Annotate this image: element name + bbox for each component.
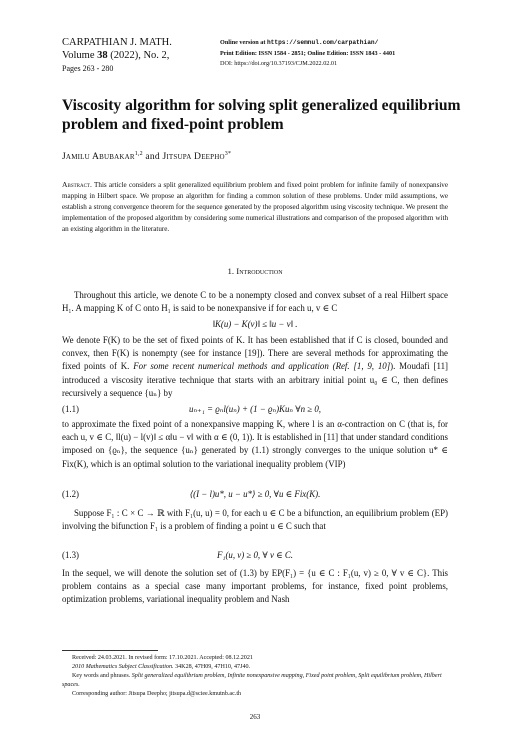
equation: ‖K(u) − K(v)‖ ≤ ‖u − v‖ .	[212, 319, 298, 329]
author-line: Jamilu Abubakar$^{1,2}$ and Jitsupa Deepho$^{3*}$	[62, 151, 232, 163]
paragraph: We denote F(K) to be the set of fixed points of K. It has been established that if C is closed, bounded and convex, then F(K) is nonempty (see for instance [19]). There are several methods for approximating the fixed points of K. For some recent numerical methods and application (Ref. [1, 9, 10]). Moudafi [11] introduced a viscosity iterative technique that starts with an arbitrary initial point u₀ ∈ C, then defines recursively a sequence {uₙ} by	[62, 335, 448, 398]
received-dates: Received: 24.03.2021. In revised form: 17.10.2021. Accepted: 08.12.2021	[72, 655, 253, 661]
equation-1-2: (1.2) ⟨(I − l)u*, u − u*⟩ ≥ 0, ∀u ∈ Fix(K).	[62, 489, 321, 499]
footnote-divider	[62, 650, 158, 651]
page-number: 263	[249, 713, 261, 721]
doi-link[interactable]: DOI: https://doi.org/10.37193/CJM.2022.02.01	[220, 60, 338, 67]
abstract	[62, 179, 448, 235]
paragraph: to approximate the fixed point of a nonexpansive mapping K, where l is an α-contraction on C (that is, for each u, v ∈ C, ‖l(u) − l(v)‖ ≤ α‖u − v‖ with α ∈ (0, 1)). It is established in [11] that under standard conditions imposed on {ϱₙ}, the sequence {uₙ} generated by (1.1) strongly converges to the unique solution u* ∈ Fix(K), which is an optimal solution to the variational inequality problem (VIP)	[62, 419, 448, 469]
abstract-text: This article considers a split generalized equilibrium problem and fixed point problem for infinite family of nonexpansive mapping in Hilbert space. We propose an algorithm for finding a common solution of these problems. Under mild assumptions, we establish a strong convergence theorem for the sequence generated by the proposed algorithm using viscosity technique. We present the implementation of the proposed algorithm by considering some numerical illustrations and comparison of the proposed algorithm with an existing algorithm in the literature.	[62, 181, 448, 234]
msc-classification: 2010 Mathematics Subject Classification. 34K28, 47H09, 47H10, 47J40.	[72, 663, 251, 670]
equation-1-1: (1.1) uₙ₊₁ = ϱₙl(uₙ) + (1 − ϱₙ)Kuₙ ∀n ≥ 0,	[62, 404, 321, 414]
online-version: Online version at https://semnul.com/carpathian/	[220, 39, 379, 46]
volume-info: Volume 38 (2022), No. 2,	[62, 50, 170, 61]
corresponding-author: Corresponding author: Jitsupa Deepho; jitsupa.d@sciee.kmutnb.ac.th	[72, 690, 242, 697]
author-name: Jitsupa Deepho	[162, 151, 225, 163]
equation-1-3: (1.3) F₁(u, v) ≥ 0, ∀ v ∈ C.	[62, 550, 294, 560]
paper-title: Viscosity algorithm for solving split generalized equilibrium problem and fixed-point problem	[62, 97, 461, 133]
section-heading: 1. Introduction	[227, 266, 283, 276]
abstract-label: Abstract.	[62, 180, 92, 189]
paragraph: Throughout this article, we denote C to be a nonempty closed and convex subset of a real Hilbert space H₁. A mapping K of C onto H₁ is said to be nonexpansive if for each u, v ∈ C	[62, 290, 448, 314]
paragraph: Suppose F₁ : C × C → ℝ with F₁(u, u) = 0, for each u ∈ C be a bifunction, an equilibrium problem (EP) involving the bifunction F₁ is a problem of finding a point u ∈ C such that	[62, 508, 448, 532]
author-name: Jamilu Abubakar	[62, 151, 135, 163]
journal-header	[62, 36, 172, 75]
page-range: Pages 263 - 280	[62, 64, 114, 73]
publication-info	[220, 38, 395, 70]
issn-info: Print Edition: ISSN 1584 - 2851; Online Edition: ISSN 1843 - 4401	[220, 49, 396, 57]
journal-name: CARPATHIAN J. MATH.	[62, 37, 172, 48]
journal-url[interactable]: https://semnul.com/carpathian/	[266, 39, 379, 46]
paragraph: In the sequel, we will denote the solution set of (1.3) by EP(F₁) = {u ∈ C : F₁(u, v) ≥ 0, ∀ v ∈ C}. This problem contains as a special case many important problems, for instance, fixed point problems, optimization problems, variational inequality problem and Nash	[62, 568, 448, 605]
footnotes	[62, 654, 448, 699]
equation-number: (1.2)	[62, 489, 80, 499]
keywords: Key words and phrases. Split generalized equilibrium problem, Infinite nonexpansive mapping, Fixed point problem, Split equilibrium problem, Hilbert spaces.	[62, 672, 442, 688]
equation-number: (1.1)	[62, 404, 80, 414]
equation-number: (1.3)	[62, 550, 80, 560]
